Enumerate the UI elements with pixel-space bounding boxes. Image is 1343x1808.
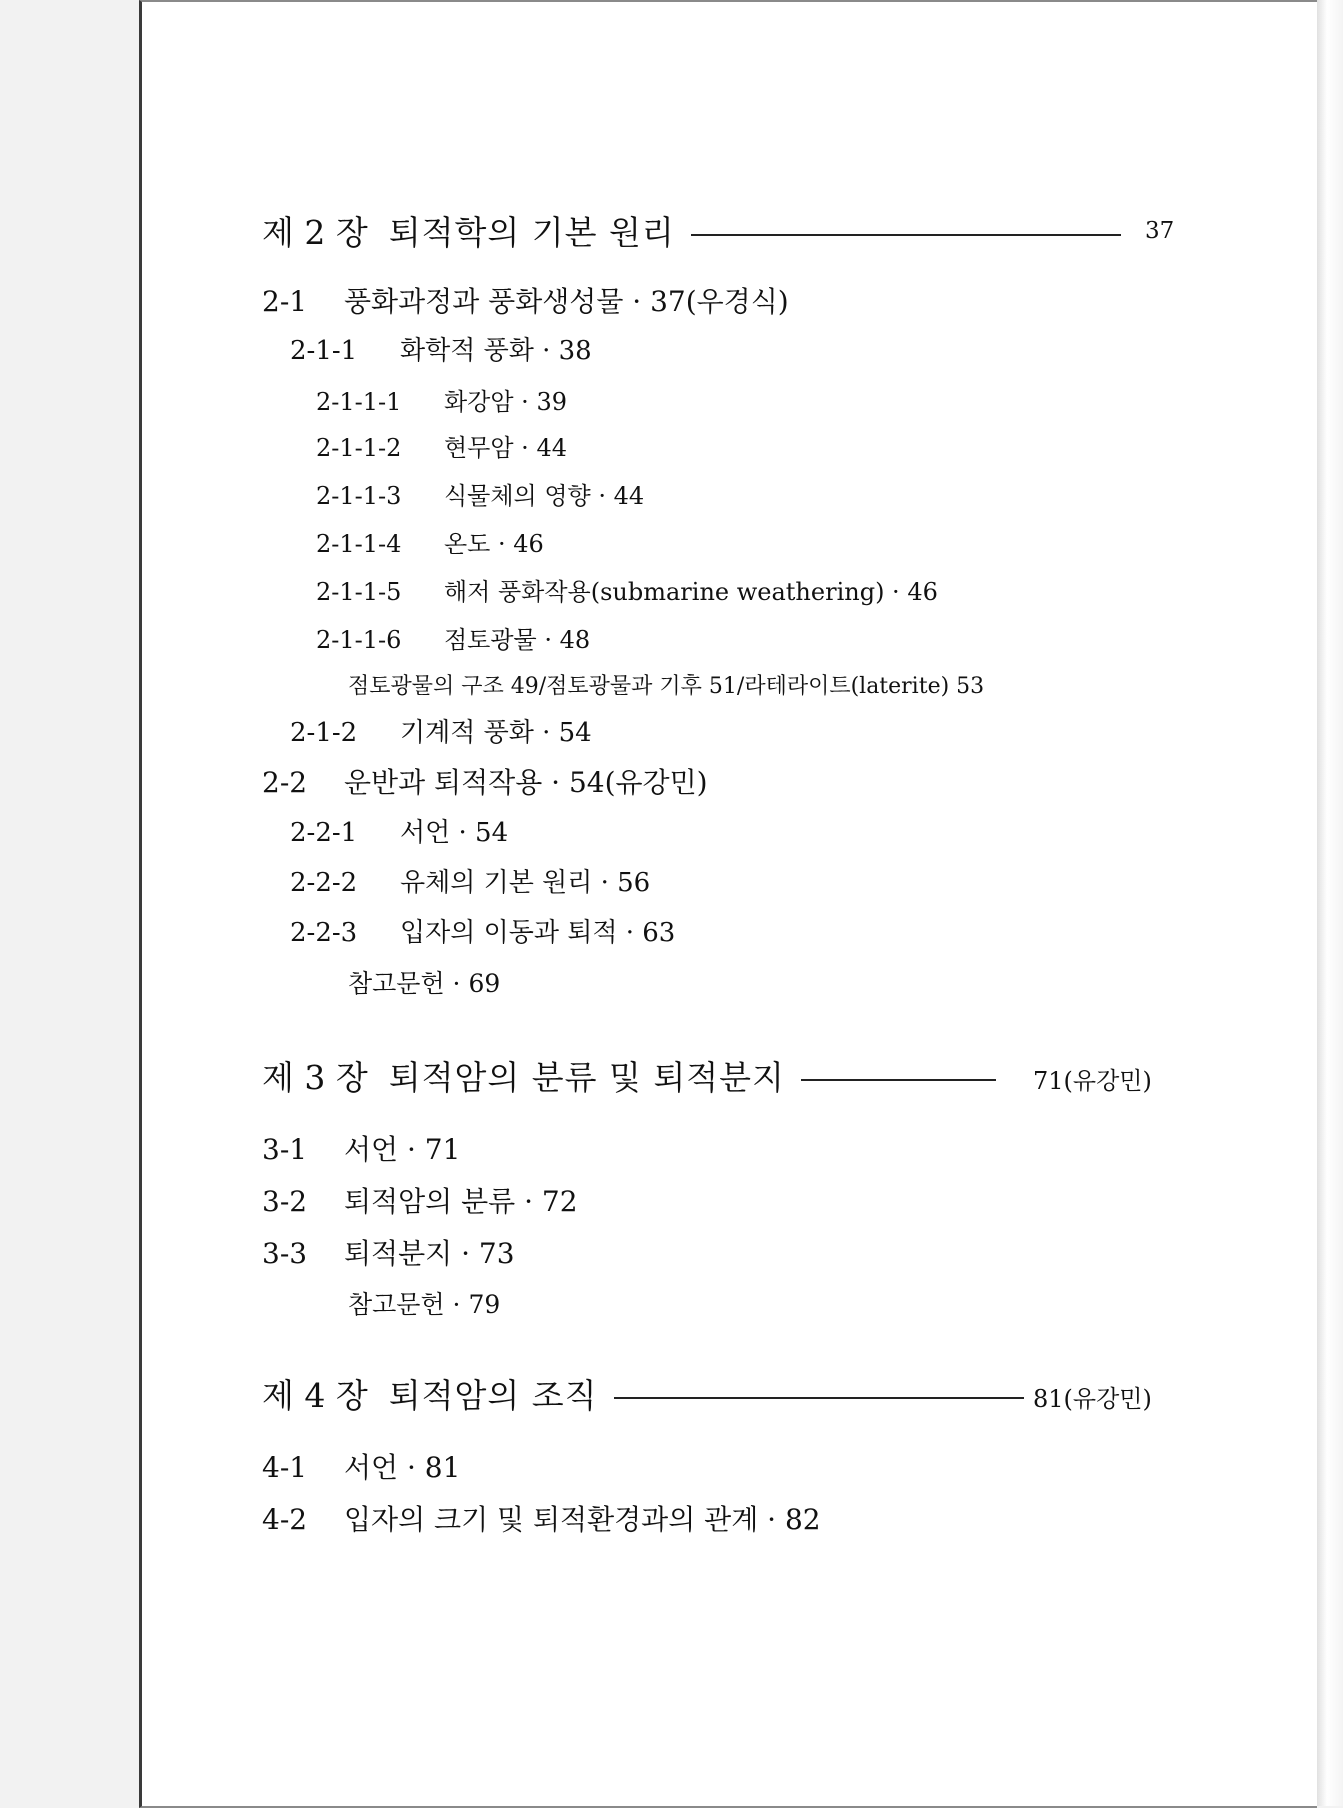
toc-entry-2-1-1[interactable] <box>290 330 592 367</box>
chapter-2-page <box>1145 207 1174 246</box>
entry-text: 퇴적암의 분류 · 72 <box>344 1185 578 1218</box>
toc-entry-3-3[interactable] <box>262 1232 515 1272</box>
entry-number: 2-2 <box>262 766 308 799</box>
chapter-2-heading <box>262 207 1127 254</box>
entry-text: 유체의 기본 원리 · 56 <box>400 868 651 898</box>
chapter-page-number: 71(유강민) <box>1033 1067 1152 1095</box>
entry-number: 2-1-2 <box>290 718 358 748</box>
toc-subtopics-2-1-1-6: 점토광물의 구조 49/점토광물과 기후 51/라테라이트(laterite) 53 <box>348 674 985 699</box>
chapter-label: 제 2 장 <box>262 213 368 252</box>
entry-text: 화학적 풍화 · 38 <box>400 336 592 366</box>
toc-entry-2-1-1-2[interactable] <box>316 428 567 463</box>
entry-text: 현무암 · 44 <box>444 434 567 462</box>
toc-references-ch3[interactable]: 참고문헌 · 79 <box>348 1290 501 1319</box>
leader-line <box>614 1397 1024 1399</box>
entry-text: 식물체의 영향 · 44 <box>444 482 645 510</box>
toc-entry-2-1-1-1[interactable] <box>316 382 567 417</box>
entry-text: 화강암 · 39 <box>444 388 567 416</box>
entry-text: 점토광물 · 48 <box>444 626 591 654</box>
toc-entry-2-2-1[interactable] <box>290 812 508 849</box>
entry-text: 풍화과정과 풍화생성물 · 37(우경식) <box>344 285 789 318</box>
chapter-4-heading <box>262 1370 1030 1417</box>
chapter-page-number: 37 <box>1145 218 1175 244</box>
entry-number: 2-1-1-5 <box>316 578 402 606</box>
entry-number: 2-1 <box>262 285 308 318</box>
entry-text: 기계적 풍화 · 54 <box>400 718 592 748</box>
entry-text: 해저 풍화작용(submarine weathering) · 46 <box>444 578 938 606</box>
toc-entry-2-1-2[interactable] <box>290 712 592 749</box>
toc-entry-2-1-1-3[interactable] <box>316 476 644 511</box>
leader-line <box>801 1079 996 1081</box>
entry-number: 4-1 <box>262 1451 308 1484</box>
entry-number: 2-2-2 <box>290 868 358 898</box>
chapter-title: 퇴적학의 기본 원리 <box>388 213 675 252</box>
chapter-title: 퇴적암의 조직 <box>388 1376 598 1415</box>
entry-text: 서언 · 81 <box>344 1451 461 1484</box>
entry-text: 입자의 크기 및 퇴적환경과의 관계 · 82 <box>344 1503 821 1536</box>
chapter-3-heading <box>262 1052 1002 1099</box>
toc-entry-3-2[interactable] <box>262 1180 578 1220</box>
toc-entry-2-1-1-6[interactable] <box>316 620 590 655</box>
entry-number: 2-1-1-1 <box>316 388 402 416</box>
entry-number: 2-1-1 <box>290 336 358 366</box>
toc-entry-2-1-1-5[interactable] <box>316 572 938 607</box>
entry-text: 온도 · 46 <box>444 530 544 558</box>
chapter-4-page <box>1033 1376 1152 1415</box>
entry-number: 3-1 <box>262 1133 308 1166</box>
toc-references-ch2[interactable]: 참고문헌 · 69 <box>348 969 501 998</box>
toc-entry-2-1[interactable] <box>262 280 789 320</box>
leader-line <box>691 234 1121 236</box>
entry-text: 서언 · 54 <box>400 818 509 848</box>
toc-entry-4-2[interactable] <box>262 1498 821 1538</box>
entry-text: 퇴적분지 · 73 <box>344 1237 515 1270</box>
chapter-label: 제 4 장 <box>262 1376 368 1415</box>
entry-number: 2-1-1-4 <box>316 530 402 558</box>
page-edge-shadow <box>1314 0 1343 1806</box>
toc-entry-4-1[interactable] <box>262 1446 460 1486</box>
chapter-page-number: 81(유강민) <box>1033 1385 1152 1413</box>
entry-number: 2-1-1-3 <box>316 482 402 510</box>
entry-number: 3-3 <box>262 1237 308 1270</box>
entry-text: 서언 · 71 <box>344 1133 461 1166</box>
entry-text: 입자의 이동과 퇴적 · 63 <box>400 918 676 948</box>
toc-entry-2-2[interactable] <box>262 761 708 801</box>
chapter-title: 퇴적암의 분류 및 퇴적분지 <box>388 1058 785 1097</box>
chapter-label: 제 3 장 <box>262 1058 368 1097</box>
entry-text: 운반과 퇴적작용 · 54(유강민) <box>344 766 708 799</box>
toc-entry-2-2-3[interactable] <box>290 912 675 949</box>
entry-number: 2-2-3 <box>290 918 358 948</box>
toc-entry-3-1[interactable] <box>262 1128 460 1168</box>
toc-entry-2-1-1-4[interactable] <box>316 524 544 559</box>
toc-entry-2-2-2[interactable] <box>290 862 650 899</box>
entry-number: 2-1-1-6 <box>316 626 402 654</box>
entry-number: 3-2 <box>262 1185 308 1218</box>
chapter-3-page <box>1033 1058 1152 1097</box>
entry-number: 2-1-1-2 <box>316 434 402 462</box>
entry-number: 2-2-1 <box>290 818 358 848</box>
entry-number: 4-2 <box>262 1503 308 1536</box>
